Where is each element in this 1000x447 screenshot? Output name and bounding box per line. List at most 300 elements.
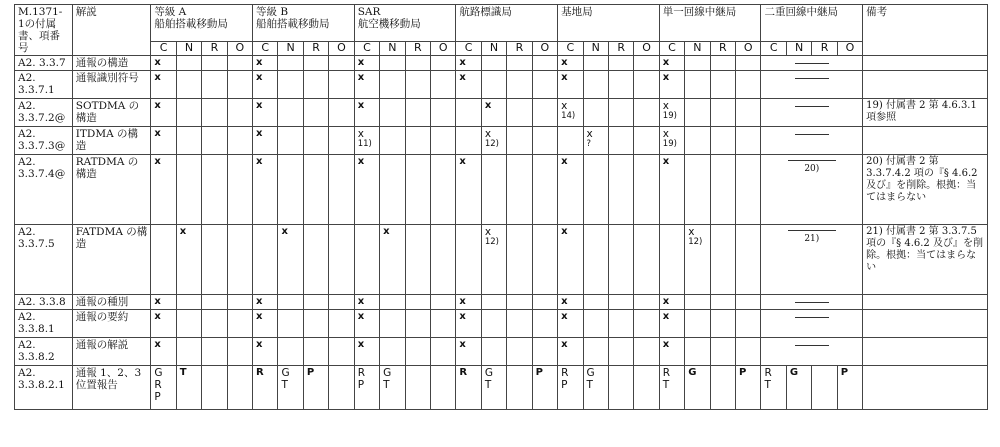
cell-mark	[405, 366, 430, 410]
cell-mark	[456, 295, 481, 310]
cell-mark	[558, 295, 583, 310]
header-sub-n: N	[786, 42, 811, 56]
cell-mark	[481, 71, 506, 99]
cell-mark	[532, 225, 557, 295]
cell-mark	[380, 295, 405, 310]
cell-mark	[634, 155, 659, 225]
cell-mark	[151, 71, 176, 99]
mark-footnote: 12)	[484, 139, 499, 149]
header-group-title: SAR	[357, 6, 381, 18]
row-ref: A2. 3.3.8.2	[15, 338, 73, 366]
cell-mark	[202, 155, 227, 225]
cell-mark	[354, 99, 379, 127]
mark-value: x	[561, 156, 568, 167]
cell-mark	[532, 71, 557, 99]
cell-mark	[354, 295, 379, 310]
row-note	[863, 56, 988, 71]
cell-mark	[507, 155, 532, 225]
dash-rule	[795, 345, 829, 346]
cell-mark	[456, 71, 481, 99]
mark-value: x	[154, 57, 161, 68]
cell-mark	[227, 366, 252, 410]
mark-value: P	[535, 367, 544, 378]
mark-value: x	[357, 339, 365, 350]
cell-mark	[202, 310, 227, 338]
header-sub-r: R	[303, 42, 328, 56]
cell-mark	[456, 225, 481, 295]
mark-value: x	[561, 339, 568, 350]
cell-mark	[659, 56, 684, 71]
header-sub-o: O	[532, 42, 557, 56]
header-sub-n: N	[176, 42, 201, 56]
dash-rule	[795, 78, 829, 79]
table-row	[15, 155, 988, 225]
cell-mark	[507, 56, 532, 71]
mark-value: x	[357, 311, 365, 322]
mark-value: x	[688, 226, 695, 238]
cell-mark	[303, 99, 328, 127]
cell-mark	[481, 155, 506, 225]
mark-value: R	[561, 367, 569, 379]
mark-value: R	[357, 367, 366, 379]
mark-value: T	[179, 367, 187, 378]
cell-mark	[736, 71, 761, 99]
cell-mark	[354, 310, 379, 338]
cell-mark	[405, 99, 430, 127]
cell-mark	[736, 56, 761, 71]
mark-value: x	[357, 72, 365, 83]
header-ref: M.1371-1の付属書、項番号	[15, 5, 73, 56]
cell-mark	[659, 71, 684, 99]
cell-mark	[456, 338, 481, 366]
cell-mark	[608, 295, 633, 310]
cell-mark	[176, 225, 201, 295]
cell-mark	[583, 225, 608, 295]
row-ref: A2. 3.3.7.3@	[15, 127, 73, 155]
cell-mark	[608, 99, 633, 127]
cell-mark	[253, 310, 278, 338]
mark-value: G	[281, 367, 290, 379]
cell-mark	[253, 71, 278, 99]
mark-value: x	[662, 100, 669, 112]
cell-mark	[253, 56, 278, 71]
cell-mark	[659, 155, 684, 225]
cell-mark	[837, 366, 862, 410]
mark-footnote: 11)	[357, 139, 372, 149]
cell-mark	[202, 71, 227, 99]
cell-mark	[761, 366, 786, 410]
mark-value: x	[256, 128, 263, 139]
cell-mark	[710, 295, 735, 310]
table-row	[15, 366, 988, 410]
cell-mark	[608, 127, 633, 155]
cell-mark	[354, 225, 379, 295]
mark-value: T	[281, 379, 288, 391]
cell-mark	[481, 310, 506, 338]
cell-mark	[405, 71, 430, 99]
cell-mark	[558, 338, 583, 366]
table-row	[15, 99, 988, 127]
cell-mark	[507, 127, 532, 155]
cell-mark	[558, 127, 583, 155]
header-group-title: 単一回線中継局	[662, 6, 737, 18]
header-sub-n: N	[583, 42, 608, 56]
cell-mark	[151, 310, 176, 338]
header-sub-c: C	[354, 42, 379, 56]
cell-mark	[253, 338, 278, 366]
cell-mark	[405, 295, 430, 310]
cell-mark	[507, 71, 532, 99]
cell-mark	[151, 225, 176, 295]
cell-mark	[583, 99, 608, 127]
cell-mark	[736, 127, 761, 155]
cell-mark	[634, 310, 659, 338]
cell-mark	[608, 155, 633, 225]
header-sub-r: R	[812, 42, 837, 56]
mark-value: R	[256, 367, 264, 378]
cell-mark	[532, 56, 557, 71]
header-group	[354, 5, 456, 42]
header-sub-o: O	[736, 42, 761, 56]
cell-mark	[736, 366, 761, 410]
mark-value: x	[662, 72, 670, 83]
table-row	[15, 295, 988, 310]
cell-mark	[532, 155, 557, 225]
header-group	[659, 5, 761, 42]
cell-mark	[456, 310, 481, 338]
cell-mark	[532, 366, 557, 410]
cell-mark	[685, 127, 710, 155]
cell-mark	[380, 366, 405, 410]
mark-value: x	[154, 100, 161, 111]
mark-value: T	[383, 379, 390, 391]
cell-mark	[227, 71, 252, 99]
mark-value: G	[484, 367, 493, 379]
spec-table-page	[14, 4, 988, 410]
cell-mark	[253, 127, 278, 155]
cell-mark	[380, 338, 405, 366]
cell-mark	[380, 155, 405, 225]
mark-value: x	[561, 72, 568, 83]
cell-mark	[710, 99, 735, 127]
mark-value: P	[561, 379, 568, 391]
mark-value: x	[459, 339, 466, 350]
cell-mark	[685, 366, 710, 410]
cell-mark	[303, 366, 328, 410]
cell-mark	[278, 310, 303, 338]
mark-value: x	[256, 156, 263, 167]
row-desc: 通報の要約	[72, 310, 151, 338]
dash-rule	[795, 106, 829, 107]
cell-mark	[481, 99, 506, 127]
row-ref: A2. 3.3.7.2@	[15, 99, 73, 127]
header-sub-c: C	[761, 42, 786, 56]
cell-mark	[710, 366, 735, 410]
cell-mark	[685, 225, 710, 295]
cell-mark	[634, 338, 659, 366]
header-group-title: 航路標識局	[459, 6, 512, 18]
cell-mark	[507, 225, 532, 295]
cell-mark	[303, 310, 328, 338]
mark-value: G	[154, 367, 163, 379]
cell-mark	[151, 295, 176, 310]
cell-mark	[176, 295, 201, 310]
cell-mark	[608, 225, 633, 295]
mark-value: x	[662, 156, 670, 167]
cell-mark	[430, 155, 455, 225]
mark-value: x	[662, 128, 669, 140]
cell-mark	[202, 366, 227, 410]
cell-mark	[405, 310, 430, 338]
cell-mark	[710, 310, 735, 338]
table-row	[15, 56, 988, 71]
header-group-title: 二重回線中継局	[764, 6, 838, 18]
cell-mark	[634, 366, 659, 410]
mark-value: x	[357, 57, 365, 68]
mark-value: x	[357, 100, 365, 111]
cell-mark	[227, 56, 252, 71]
cell-mark	[303, 225, 328, 295]
header-sub-c: C	[659, 42, 684, 56]
mark-footnote: 19)	[662, 139, 677, 149]
cell-mark	[659, 127, 684, 155]
cell-mark	[329, 99, 354, 127]
cell-mark	[380, 127, 405, 155]
cell-mark	[736, 155, 761, 225]
dual-relay-cell	[761, 338, 863, 366]
cell-mark	[532, 99, 557, 127]
cell-mark	[532, 338, 557, 366]
cell-mark	[430, 366, 455, 410]
mark-value: x	[154, 128, 161, 139]
cell-mark	[532, 310, 557, 338]
cell-mark	[583, 71, 608, 99]
cell-mark	[659, 225, 684, 295]
cell-mark	[456, 366, 481, 410]
table-row	[15, 71, 988, 99]
mark-value: x	[256, 100, 263, 111]
mark-value: P	[739, 367, 747, 378]
dash-rule	[795, 63, 829, 64]
mark-value: x	[662, 339, 670, 350]
mark-value: x	[154, 296, 161, 307]
mark-value: R	[459, 367, 468, 378]
row-note	[863, 310, 988, 338]
dual-relay-cell	[761, 295, 863, 310]
cell-mark	[278, 295, 303, 310]
cell-mark	[736, 295, 761, 310]
header-sub-r: R	[710, 42, 735, 56]
cell-mark	[685, 310, 710, 338]
mark-value: x	[662, 57, 670, 68]
row-note: 19) 付属書 2 第 4.6.3.1 項参照	[863, 99, 988, 127]
mark-value: x	[484, 128, 492, 140]
dash-rule	[795, 134, 829, 135]
mark-value: x	[383, 226, 390, 237]
row-ref: A2. 3.3.7.4@	[15, 155, 73, 225]
cell-mark	[634, 71, 659, 99]
cell-mark	[736, 225, 761, 295]
cell-mark	[380, 310, 405, 338]
cell-mark	[685, 338, 710, 366]
cell-mark	[481, 225, 506, 295]
mark-value: x	[357, 128, 364, 140]
row-note	[863, 338, 988, 366]
table-row	[15, 338, 988, 366]
header-group-subtitle: 船舶搭載移動局	[154, 18, 228, 30]
cell-mark	[736, 99, 761, 127]
table-row	[15, 310, 988, 338]
cell-mark	[430, 71, 455, 99]
header-sub-n: N	[380, 42, 405, 56]
cell-mark	[659, 295, 684, 310]
compliance-table	[14, 4, 988, 410]
cell-mark	[405, 155, 430, 225]
cell-mark	[710, 338, 735, 366]
header-notes: 備考	[863, 5, 988, 56]
cell-mark	[329, 295, 354, 310]
cell-mark	[608, 310, 633, 338]
cell-mark	[380, 71, 405, 99]
header-sub-r: R	[608, 42, 633, 56]
mark-value: x	[459, 296, 466, 307]
row-note	[863, 71, 988, 99]
cell-mark	[558, 366, 583, 410]
dual-relay-cell	[761, 310, 863, 338]
cell-mark	[507, 99, 532, 127]
header-sub-c: C	[253, 42, 278, 56]
row-ref: A2. 3.3.7.1	[15, 71, 73, 99]
cell-mark	[430, 225, 455, 295]
row-note	[863, 295, 988, 310]
dual-relay-cell	[761, 99, 863, 127]
cell-mark	[329, 225, 354, 295]
cell-mark	[253, 99, 278, 127]
cell-mark	[278, 56, 303, 71]
cell-mark	[481, 366, 506, 410]
cell-mark	[659, 338, 684, 366]
cell-mark	[176, 310, 201, 338]
mark-value: G	[688, 367, 697, 378]
mark-value: x	[561, 57, 568, 68]
cell-mark	[634, 56, 659, 71]
header-group-title: 等級 B	[256, 6, 289, 18]
mark-value: x	[357, 296, 365, 307]
mark-value: x	[154, 72, 161, 83]
cell-mark	[710, 56, 735, 71]
mark-value: x	[154, 156, 161, 167]
cell-mark	[227, 310, 252, 338]
mark-value: P	[840, 367, 849, 378]
cell-mark	[558, 225, 583, 295]
header-sub-r: R	[405, 42, 430, 56]
cell-mark	[430, 127, 455, 155]
table-row	[15, 225, 988, 295]
cell-mark	[278, 338, 303, 366]
cell-mark	[329, 127, 354, 155]
cell-mark	[176, 99, 201, 127]
cell-mark	[329, 366, 354, 410]
dual-relay-cell	[761, 155, 863, 225]
row-ref: A2. 3.3.8.1	[15, 310, 73, 338]
mark-value: x	[561, 226, 568, 237]
header-group	[558, 5, 660, 42]
mark-value: x	[459, 156, 466, 167]
header-sub-r: R	[507, 42, 532, 56]
cell-mark	[481, 127, 506, 155]
mark-value: x	[484, 100, 492, 111]
dual-relay-cell	[761, 127, 863, 155]
mark-value: x	[256, 57, 263, 68]
cell-mark	[278, 71, 303, 99]
cell-mark	[634, 295, 659, 310]
cell-mark	[278, 127, 303, 155]
cell-mark	[430, 310, 455, 338]
cell-mark	[659, 99, 684, 127]
cell-mark	[303, 56, 328, 71]
row-desc: 通報の解説	[72, 338, 151, 366]
cell-mark	[253, 366, 278, 410]
cell-mark	[583, 295, 608, 310]
row-note	[863, 366, 988, 410]
cell-mark	[354, 155, 379, 225]
cell-mark	[507, 310, 532, 338]
cell-mark	[303, 338, 328, 366]
cell-mark	[278, 99, 303, 127]
mark-value: x	[459, 311, 466, 322]
header-group	[151, 5, 253, 42]
cell-mark	[151, 99, 176, 127]
row-ref: A2. 3.3.7.5	[15, 225, 73, 295]
mark-value: x	[459, 72, 466, 83]
mark-value: x	[484, 226, 492, 238]
cell-mark	[354, 71, 379, 99]
dash-rule	[795, 302, 829, 303]
row-note: 21) 付属書 2 第 3.3.7.5 項の『§ 4.6.2 及び』を削除。根拠：当てはまらない	[863, 225, 988, 295]
cell-mark	[456, 155, 481, 225]
cell-mark	[685, 155, 710, 225]
cell-mark	[405, 225, 430, 295]
mark-value: x	[256, 72, 263, 83]
cell-mark	[583, 56, 608, 71]
header-sub-n: N	[278, 42, 303, 56]
cell-mark	[278, 366, 303, 410]
cell-mark	[303, 295, 328, 310]
cell-mark	[151, 155, 176, 225]
cell-mark	[710, 225, 735, 295]
mark-footnote: 12)	[688, 237, 703, 247]
mark-value: R	[764, 367, 772, 379]
cell-mark	[329, 56, 354, 71]
cell-mark	[380, 225, 405, 295]
cell-mark	[481, 56, 506, 71]
mark-value: T	[484, 379, 492, 391]
header-sub-n: N	[481, 42, 506, 56]
mark-value: G	[383, 367, 392, 379]
cell-mark	[685, 71, 710, 99]
cell-mark	[227, 155, 252, 225]
dual-relay-cell	[761, 225, 863, 295]
cell-mark	[354, 338, 379, 366]
mark-value: x	[357, 156, 365, 167]
cell-mark	[481, 338, 506, 366]
cell-mark	[227, 127, 252, 155]
header-sub-o: O	[329, 42, 354, 56]
cell-mark	[227, 99, 252, 127]
cell-mark	[329, 310, 354, 338]
cell-mark	[430, 338, 455, 366]
cell-mark	[176, 56, 201, 71]
